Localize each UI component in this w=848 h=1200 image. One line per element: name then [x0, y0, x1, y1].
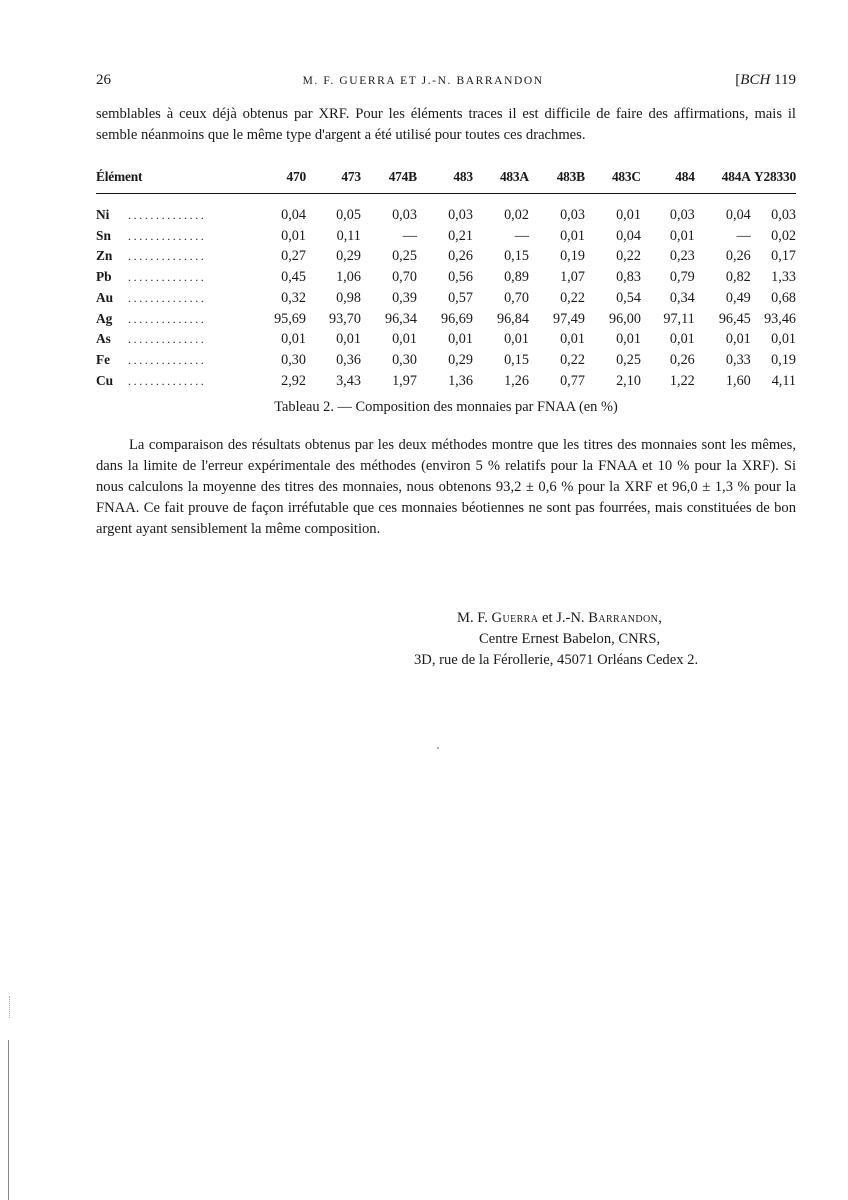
- table-caption: Tableau 2. — Composition des monnaies par FNAA (en %): [274, 399, 618, 416]
- value-cell: 0,19: [560, 248, 585, 265]
- column-header: 483A: [473, 166, 529, 194]
- value-cell: 0,04: [616, 227, 641, 244]
- journal-volume: 119: [770, 72, 796, 88]
- value-cell: 0,01: [616, 331, 641, 348]
- table-row: [96, 205, 796, 226]
- value-cell: 0,01: [392, 331, 417, 348]
- value-cell: 0,03: [771, 207, 796, 223]
- value-cell: 1,07: [560, 269, 585, 286]
- value-cell: 0,26: [448, 248, 473, 265]
- table-row: [96, 267, 796, 288]
- value-cell: 0,89: [504, 269, 529, 286]
- table-body: [96, 194, 796, 392]
- dot-leader: ..............: [128, 270, 207, 285]
- value-cell: 1,60: [725, 372, 751, 389]
- element-cell: [96, 246, 258, 267]
- value-cell: 2,92: [281, 372, 306, 389]
- column-header: 470: [258, 166, 306, 194]
- value-cell: 0,03: [669, 207, 695, 223]
- value-cell: 96,34: [384, 310, 417, 327]
- value-cell: 0,70: [392, 269, 417, 286]
- element-cell: [96, 288, 258, 309]
- element-symbol: Zn: [96, 248, 113, 264]
- value-cell: 0,30: [281, 351, 306, 368]
- value-cell: 0,56: [448, 269, 473, 286]
- value-cell: 1,06: [336, 269, 361, 286]
- value-cell: 0,98: [336, 289, 361, 306]
- value-cell: 0,01: [616, 207, 641, 223]
- value-cell: 0,30: [392, 351, 417, 368]
- dot-leader: ..............: [128, 290, 207, 305]
- value-cell: 0,25: [392, 248, 417, 265]
- dot-leader: ..............: [128, 208, 207, 222]
- value-cell: 0,36: [336, 351, 361, 368]
- table-row: [96, 329, 796, 350]
- column-header: 484: [641, 166, 695, 194]
- value-cell: 1,33: [771, 269, 796, 286]
- journal-abbrev: BCH: [740, 72, 771, 88]
- value-cell: 0,01: [771, 331, 796, 348]
- value-cell: 0,05: [336, 207, 361, 223]
- value-cell: 0,01: [281, 227, 306, 244]
- value-cell: 97,11: [663, 310, 695, 327]
- value-cell: 0,29: [336, 248, 361, 265]
- signature-mid: et J.-N.: [538, 610, 589, 626]
- value-cell: 0,57: [448, 289, 473, 306]
- column-header-element: Élément: [96, 166, 258, 194]
- value-cell: 0,32: [281, 289, 306, 306]
- value-cell: 96,84: [496, 310, 529, 327]
- column-header: 474B: [361, 166, 417, 194]
- value-cell: 0,68: [771, 289, 796, 306]
- value-cell: 0,01: [669, 227, 695, 244]
- table-row: [96, 246, 796, 267]
- element-symbol: Fe: [96, 351, 111, 367]
- dot-leader: ..............: [128, 332, 207, 347]
- page: [96, 72, 796, 540]
- element-cell: [96, 329, 258, 350]
- column-header: 483: [417, 166, 473, 194]
- journal-reference: [735, 72, 796, 89]
- column-header: 473: [306, 166, 361, 194]
- dot-leader: ..............: [128, 373, 207, 388]
- value-cell: 0,01: [336, 331, 361, 348]
- table-spacer: [96, 194, 796, 206]
- element-cell: [96, 267, 258, 288]
- value-cell: —: [736, 227, 751, 244]
- journal-bracket: [: [735, 72, 741, 88]
- element-cell: [96, 205, 258, 226]
- value-cell: 0,82: [725, 269, 751, 286]
- table-row: [96, 350, 796, 371]
- value-cell: 0,15: [504, 351, 529, 368]
- margin-mark: [9, 996, 11, 1018]
- column-header: 483B: [529, 166, 585, 194]
- value-cell: 0,01: [669, 331, 695, 348]
- signature-authors: [457, 607, 662, 629]
- value-cell: 0,23: [669, 248, 695, 265]
- value-cell: 0,83: [616, 269, 641, 286]
- value-cell: 0,15: [504, 248, 529, 265]
- table-header-row: [96, 166, 796, 194]
- value-cell: 0,39: [392, 289, 417, 306]
- table-row: [96, 371, 796, 392]
- element-cell: [96, 226, 258, 247]
- value-cell: 0,03: [448, 207, 473, 223]
- value-cell: 0,26: [669, 351, 695, 368]
- value-cell: 0,01: [448, 331, 473, 348]
- value-cell: 0,26: [725, 248, 751, 265]
- margin-scan-line: [8, 1040, 9, 1200]
- element-symbol: As: [96, 331, 111, 347]
- element-cell: [96, 371, 258, 392]
- value-cell: 0,01: [281, 331, 306, 348]
- element-symbol: Ni: [96, 207, 110, 222]
- page-header: [96, 72, 796, 94]
- dot-leader: ..............: [128, 228, 207, 243]
- value-cell: 97,49: [552, 310, 585, 327]
- signature-address: 3D, rue de la Férollerie, 45071 Orléans Cedex 2.: [414, 652, 699, 668]
- paragraph-continuation: semblables à ceux déjà obtenus par XRF. Pour les éléments traces il est difficile de faire des affirmations, mais il semble néanmoins que le même type d'argent a été utilisé pour toutes ces drachmes.: [96, 106, 796, 143]
- value-cell: —: [514, 227, 529, 244]
- paragraph-conclusion: La comparaison des résultats obtenus par les deux méthodes montre que les titres des monnaies sont les mêmes, dans la limite de l'erreur expérimentale des méthodes (environ 5 % relatifs pour la FNAA et 10 % pour la XRF). Si nous calculons la moyenne des titres des monnaies, nous obtenons 93,2 ± 0,6 % pour la XRF et 96,0 ± 1,3 % pour la FNAA. Ce fait prouve de façon irréfutable que ces monnaies béotiennes ne sont pas fourrées, mais constituées de bon argent ayant sensiblement la même composition.: [96, 437, 796, 538]
- author-guerra: Guerra: [491, 610, 539, 626]
- value-cell: 0,25: [616, 351, 641, 368]
- value-cell: 0,22: [560, 351, 585, 368]
- value-cell: 0,54: [616, 289, 641, 306]
- value-cell: 96,00: [608, 310, 641, 327]
- value-cell: 0,19: [771, 351, 796, 368]
- composition-table: [96, 166, 796, 391]
- element-symbol: Sn: [96, 227, 111, 243]
- element-symbol: Pb: [96, 269, 112, 285]
- value-cell: 3,43: [336, 372, 361, 389]
- value-cell: 0,01: [560, 331, 585, 348]
- value-cell: 2,10: [616, 372, 641, 389]
- value-cell: 1,22: [669, 372, 695, 389]
- value-cell: 0,03: [392, 207, 417, 223]
- column-header: 484A: [695, 166, 751, 194]
- dot-leader: ..............: [128, 352, 207, 367]
- value-cell: 0,22: [616, 248, 641, 265]
- value-cell: 0,17: [771, 248, 796, 265]
- value-cell: 0,21: [448, 227, 473, 244]
- value-cell: 0,01: [504, 331, 529, 348]
- element-symbol: Ag: [96, 310, 113, 326]
- author-barrandon: Barrandon: [588, 610, 659, 626]
- page-number: 26: [96, 72, 111, 88]
- value-cell: 0,04: [725, 207, 751, 223]
- value-cell: 0,11: [336, 227, 361, 244]
- element-symbol: Au: [96, 289, 114, 305]
- element-cell: [96, 350, 258, 371]
- value-cell: 0,79: [669, 269, 695, 286]
- value-cell: 0,29: [448, 351, 473, 368]
- value-cell: 0,01: [560, 227, 585, 244]
- table-row: [96, 309, 796, 330]
- value-cell: 0,27: [281, 248, 306, 265]
- value-cell: 1,36: [448, 372, 473, 389]
- value-cell: 95,69: [274, 310, 306, 327]
- value-cell: 0,02: [504, 207, 529, 223]
- value-cell: 0,01: [725, 331, 751, 348]
- element-symbol: Cu: [96, 372, 114, 388]
- signature-prefix: M. F.: [457, 610, 492, 626]
- value-cell: 4,11: [771, 372, 796, 389]
- value-cell: 93,70: [328, 310, 361, 327]
- value-cell: 0,49: [725, 289, 751, 306]
- value-cell: 0,02: [771, 227, 796, 244]
- column-header: 483C: [585, 166, 641, 194]
- signature-suffix: ,: [658, 610, 662, 626]
- value-cell: 96,45: [718, 310, 751, 327]
- value-cell: 0,22: [560, 289, 585, 306]
- value-cell: 1,26: [504, 372, 529, 389]
- dot-leader: ..............: [128, 311, 207, 326]
- element-cell: [96, 309, 258, 330]
- value-cell: 0,34: [669, 289, 695, 306]
- value-cell: 0,70: [504, 289, 529, 306]
- stray-mark: [437, 747, 439, 749]
- value-cell: 96,69: [440, 310, 473, 327]
- table-row: [96, 226, 796, 247]
- signature-institution: Centre Ernest Babelon, CNRS,: [479, 631, 661, 647]
- value-cell: 93,46: [764, 310, 796, 327]
- value-cell: 0,77: [560, 372, 585, 389]
- value-cell: 0,03: [560, 207, 585, 223]
- running-title: M. F. GUERRA ET J.-N. BARRANDON: [302, 75, 544, 87]
- value-cell: —: [402, 227, 417, 244]
- value-cell: 1,97: [392, 372, 417, 389]
- value-cell: 0,04: [281, 207, 306, 223]
- column-header: Y28330: [751, 166, 796, 194]
- table-row: [96, 288, 796, 309]
- value-cell: 0,33: [725, 351, 751, 368]
- value-cell: 0,45: [281, 269, 306, 286]
- dot-leader: ..............: [128, 249, 207, 264]
